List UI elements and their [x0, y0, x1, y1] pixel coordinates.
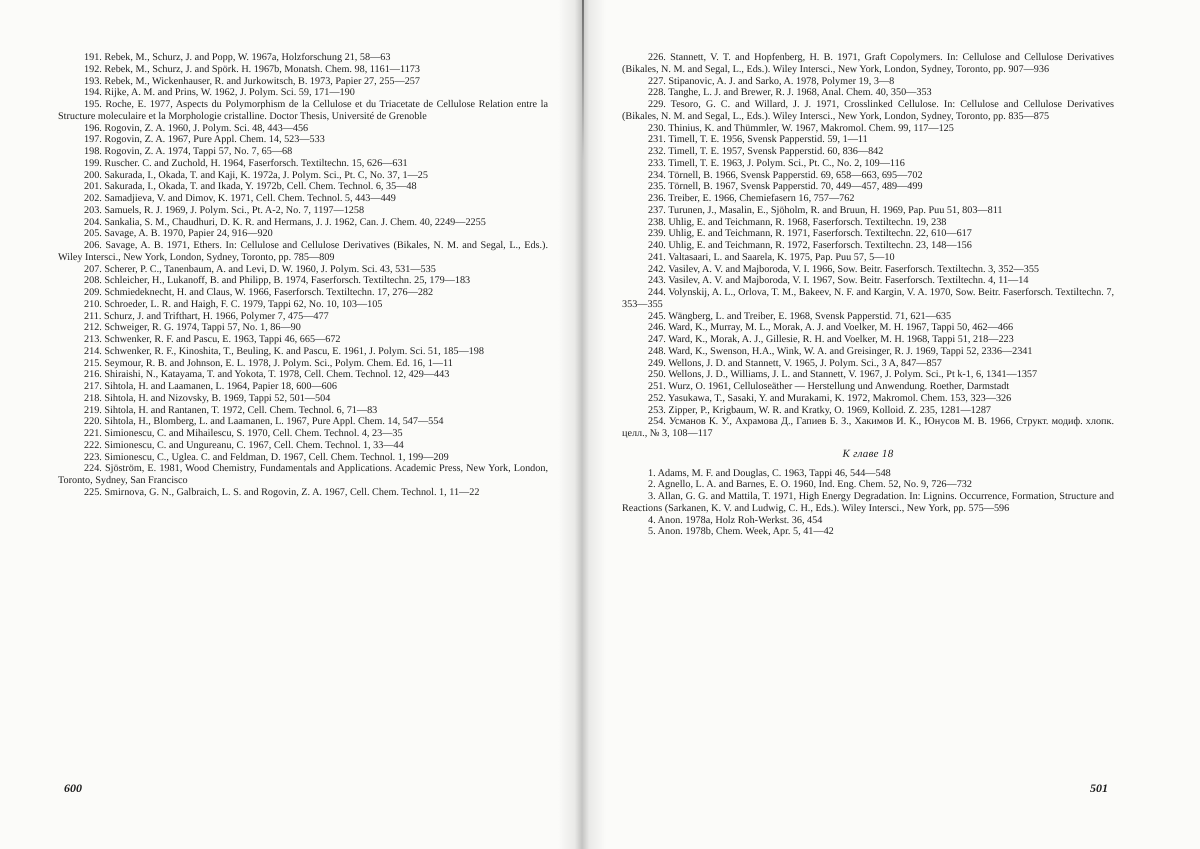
- reference-entry: 215. Seymour, R. B. and Johnson, E. L. 1978, J. Polym. Sci., Polym. Chem. Ed. 16, 1—11: [84, 357, 453, 369]
- reference-entry: 254. Усманов К. У., Ахрамова Д., Гапиев Б. З., Хакимов И. К., Юнусов М. В. 1966, Структ. модиф. хлопк. целл., № 3, 108—117: [622, 416, 1114, 439]
- reference-entry: 242. Vasilev, A. V. and Majboroda, V. I. 1966, Sow. Beitr. Faserforsch. Textiltechn. 3, 352—355: [648, 263, 1040, 275]
- reference-entry: 196. Rogovin, Z. A. 1960, J. Polym. Sci. 48, 443—456: [84, 122, 309, 134]
- reference-entry: 230. Thinius, K. and Thümmler, W. 1967, Makromol. Chem. 99, 117—125: [648, 122, 954, 134]
- reference-entry: 250. Wellons, J. D., Williams, J. L. and Stannett, V. 1967, J. Polym. Sci., Pt k-1, 6, 1341—1357: [648, 369, 1038, 381]
- reference-entry: 219. Sihtola, H. and Rantanen, T. 1972, Cell. Chem. Technol. 6, 71—83: [84, 404, 378, 416]
- reference-entry: 191. Rebek, M., Schurz, J. and Popp, W. 1967a, Holzforschung 21, 58—63: [84, 52, 391, 63]
- reference-entry: 205. Savage, A. B. 1970, Papier 24, 916—920: [84, 228, 273, 240]
- reference-entry: 210. Schroeder, L. R. and Haigh, F. C. 1979, Tappi 62, No. 10, 103—105: [84, 298, 383, 310]
- reference-entry: 1. Adams, M. F. and Douglas, C. 1963, Tappi 46, 544—548: [648, 467, 891, 479]
- reference-entry: 249. Wellons, J. D. and Stannett, V. 1965, J. Polym. Sci., 3 A, 847—857: [648, 357, 942, 369]
- reference-entry: 233. Timell, T. E. 1963, J. Polym. Sci., Pt. C., No. 2, 109—116: [648, 157, 905, 169]
- reference-entry: 251. Wurz, O. 1961, Celluloseäther — Herstellung und Anwendung. Roether, Darmstadt: [648, 381, 1010, 392]
- reference-entry: 204. Sankalia, S. M., Chaudhuri, D. K. R. and Hermans, J. J. 1962, Can. J. Chem. 40, 2249—2255: [84, 216, 486, 228]
- reference-entry: 209. Schmiedeknecht, H. and Claus, W. 1966, Faserforsch. Textiltechn. 17, 276—282: [84, 287, 434, 298]
- reference-entry: 228. Tanghe, L. J. and Brewer, R. J. 1968, Anal. Chem. 40, 350—353: [648, 87, 932, 99]
- reference-entry: 200. Sakurada, I., Okada, T. and Kaji, K. 1972a, J. Polym. Sci., Pt. C, No. 37, 1—25: [84, 169, 428, 181]
- reference-entry: 240. Uhlig, E. and Teichmann, R. 1972, Faserforsch. Textiltechn. 23, 148—156: [648, 240, 972, 251]
- right-page-number: 501: [1090, 781, 1108, 795]
- reference-entry: 245. Wängberg, L. and Treiber, E. 1968, Svensk Papperstid. 71, 621—635: [648, 310, 952, 322]
- reference-entry: 232. Timell, T. E. 1957, Svensk Papperstid. 60, 836—842: [648, 146, 884, 157]
- reference-entry: 202. Samadjieva, V. and Dimov, K. 1971, Cell. Chem. Technol. 5, 443—449: [84, 193, 396, 204]
- reference-entry: 220. Sihtola, H., Blomberg, L. and Laamanen, L. 1967, Pure Appl. Chem. 14, 547—554: [84, 416, 444, 428]
- right-page-reference-list: [622, 52, 1114, 538]
- reference-entry: 252. Yasukawa, T., Sasaki, Y. and Murakami, K. 1972, Makromol. Chem. 153, 323—326: [648, 392, 1012, 404]
- reference-entry: 231. Timell, T. E. 1956, Svensk Papperstid. 59, 1—11: [648, 134, 868, 146]
- reference-entry: 207. Scherer, P. C., Tanenbaum, A. and Levi, D. W. 1960, J. Polym. Sci. 43, 531—535: [84, 263, 436, 275]
- reference-entry: 214. Schwenker, R. F., Kinoshita, T., Beuling, K. and Pascu, E. 1961, J. Polym. Sci. 51, 185—198: [84, 345, 484, 357]
- reference-entry: 199. Ruscher. C. and Zuchold, H. 1964, Faserforsch. Textiltechn. 15, 626—631: [84, 157, 408, 169]
- reference-entry: 243. Vasilev, A. V. and Majboroda, V. I. 1967, Sow. Beitr. Faserforsch. Textiltechn. 4, 11—14: [648, 275, 1029, 287]
- reference-entry: 253. Zipper, P., Krigbaum, W. R. and Kratky, O. 1969, Kolloid. Z. 235, 1281—1287: [648, 404, 992, 416]
- reference-entry: 197. Rogovin, Z. A. 1967, Pure Appl. Chem. 14, 523—533: [84, 134, 325, 146]
- reference-entry: 216. Shiraishi, N., Katayama, T. and Yokota, T. 1978, Cell. Chem. Technol. 12, 429—443: [84, 369, 450, 381]
- reference-entry: 226. Stannett, V. T. and Hopfenberg, H. B. 1971, Graft Copolymers. In: Cellulose and Cellulose Derivatives (Bikales, N. M. and Segal, L., Eds.). Wiley Intersci., New York, London, Sydney, Toronto, pp. 907—936: [622, 52, 1114, 75]
- reference-entry: 218. Sihtola, H. and Nizovsky, B. 1969, Tappi 52, 501—504: [84, 392, 331, 404]
- right-page-references: [622, 52, 1114, 440]
- reference-entry: 192. Rebek, M., Schurz, J. and Spörk. H. 1967b, Monatsh. Chem. 98, 1161—1173: [84, 63, 420, 75]
- reference-entry: 246. Ward, K., Murray, M. L., Morak, A. J. and Voelker, M. H. 1967, Tappi 50, 462—466: [648, 322, 1014, 334]
- reference-entry: 3. Allan, G. G. and Mattila, T. 1971, High Energy Degradation. In: Lignins. Occurrence, Formation, Structure and Reactions (Sarkanen, K. V. and Ludwig, C. H., Eds.). Wiley Intersci., New York, pp. 575—596: [622, 491, 1114, 514]
- reference-entry: 212. Schweiger, R. G. 1974, Tappi 57, No. 1, 86—90: [84, 322, 301, 334]
- reference-entry: 238. Uhlig, E. and Teichmann, R. 1968, Faserforsch. Textiltechn. 19, 238: [648, 216, 947, 228]
- reference-entry: 4. Anon. 1978a, Holz Roh-Werkst. 36, 454: [648, 514, 823, 526]
- reference-entry: 248. Ward, K., Swenson, H.A., Wink, W. A. and Greisinger, R. J. 1969, Tappi 52, 2336—2341: [648, 345, 1033, 357]
- reference-entry: 234. Törnell, B. 1966, Svensk Papperstid. 69, 658—663, 695—702: [648, 169, 923, 181]
- reference-entry: 208. Schleicher, H., Lukanoff, B. and Philipp, B. 1974, Faserforsch. Textiltechn. 25, 179—183: [84, 275, 471, 287]
- reference-entry: 5. Anon. 1978b, Chem. Week, Apr. 5, 41—42: [648, 526, 834, 538]
- reference-entry: 2. Agnello, L. A. and Barnes, E. O. 1960, Ind. Eng. Chem. 52, No. 9, 726—732: [648, 479, 972, 491]
- reference-entry: 239. Uhlig, E. and Teichmann, R. 1971, Faserforsch. Textiltechn. 22, 610—617: [648, 228, 972, 240]
- reference-entry: 194. Rijke, A. M. and Prins, W. 1962, J. Polym. Sci. 59, 171—190: [84, 87, 355, 99]
- reference-entry: 201. Sakurada, I., Okada, T. and Ikada, Y. 1972b, Cell. Chem. Technol. 6, 35—48: [84, 181, 417, 193]
- reference-entry: 195. Roche, E. 1977, Aspects du Polymorphism de la Cellulose et du Triacetate de Cellulose Relation entre la Structure moleculaire et la Morphologie cristalline. Doctor Thesis, Université de Grenoble: [58, 99, 548, 122]
- reference-entry: 221. Simionescu, C. and Mihailescu, S. 1970, Cell. Chem. Technol. 4, 23—35: [84, 428, 403, 439]
- reference-entry: 203. Samuels, R. J. 1969, J. Polym. Sci., Pt. A-2, No. 7, 1197—1258: [84, 204, 365, 216]
- chapter-18-heading: К главе 18: [842, 447, 894, 460]
- gutter-crease: [582, 0, 584, 160]
- reference-entry: 244. Volynskij, A. L., Orlova, T. M., Bakeev, N. F. and Kargin, V. A. 1970, Sow. Beitr. Faserforsch. Textiltechn. 7, 353—355: [622, 287, 1114, 310]
- reference-entry: 223. Simionescu, C., Uglea. C. and Feldman, D. 1967, Cell. Chem. Technol. 1, 199—209: [84, 451, 449, 463]
- reference-entry: 217. Sihtola, H. and Laamanen, L. 1964, Papier 18, 600—606: [84, 381, 337, 392]
- left-page-reference-list: [58, 52, 548, 499]
- reference-entry: 224. Sjöström, E. 1981, Wood Chemistry, Fundamentals and Applications. Academic Press, New York, London, Toronto, Sydney, San Francisco: [58, 463, 548, 486]
- reference-entry: 236. Treiber, E. 1966, Chemiefasern 16, 757—762: [648, 193, 855, 204]
- reference-entry: 222. Simionescu, C. and Ungureanu, C. 1967, Cell. Chem. Technol. 1, 33—44: [84, 439, 404, 451]
- reference-entry: 213. Schwenker, R. F. and Pascu, E. 1963, Tappi 46, 665—672: [84, 334, 341, 345]
- reference-entry: 229. Tesoro, G. C. and Willard, J. J. 1971, Crosslinked Cellulose. In: Cellulose and Cellulose Derivatives (Bikales, N. M. and Segal, L., Eds.). Wiley Intersci., New York, London, Sydney, Toronto, pp. 835—875: [622, 99, 1114, 122]
- reference-entry: 241. Valtasaari, L. and Saarela, K. 1975, Pap. Puu 57, 5—10: [648, 251, 895, 263]
- reference-entry: 235. Törnell, B. 1967, Svensk Papperstid. 70, 449—457, 489—499: [648, 181, 923, 193]
- reference-entry: 211. Schurz, J. and Trifthart, H. 1966, Polymer 7, 475—477: [84, 310, 329, 322]
- left-page-number: 600: [64, 781, 82, 795]
- reference-entry: 193. Rebek, M., Wickenhauser, R. and Jurkowitsch, B. 1973, Papier 27, 255—257: [84, 75, 420, 87]
- reference-entry: 206. Savage, A. B. 1971, Ethers. In: Cellulose and Cellulose Derivatives (Bikales, N. M. and Segal, L., Eds.). Wiley Intersci., New York, London, Sydney, Toronto, pp. 785—809: [58, 240, 548, 263]
- reference-entry: 198. Rogovin, Z. A. 1974, Tappi 57, No. 7, 65—68: [84, 146, 293, 157]
- reference-entry: 237. Turunen, J., Masalin, E., Sjöholm, R. and Bruun, H. 1969, Pap. Puu 51, 803—811: [648, 204, 1003, 216]
- chapter-18-references: [622, 468, 1114, 539]
- reference-entry: 225. Smirnova, G. N., Galbraich, L. S. and Rogovin, Z. A. 1967, Cell. Chem. Technol. 1, 11—22: [84, 486, 480, 498]
- reference-entry: 247. Ward, K., Morak, A. J., Gillesie, R. H. and Voelker, M. H. 1968, Tappi 51, 218—223: [648, 334, 1014, 345]
- reference-entry: 227. Stipanovic, A. J. and Sarko, A. 1978, Polymer 19, 3—8: [648, 75, 895, 87]
